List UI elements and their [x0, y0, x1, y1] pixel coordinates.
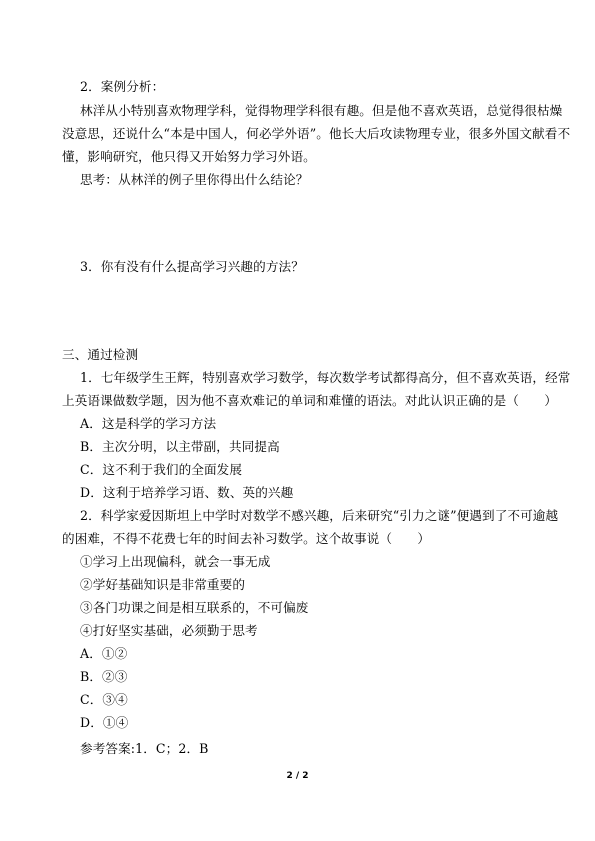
- q2-option-c: C．③④: [80, 692, 128, 707]
- q2-statement-1: ①学习上出现偏科，就会一事无成: [80, 554, 271, 569]
- page-number: 2 / 2: [286, 771, 309, 781]
- q1-option-c: C．这不利于我们的全面发展: [80, 462, 243, 477]
- question-1-line: 1．七年级学生王辉，特别喜欢学习数学，每次数学考试都得高分，但不喜欢英语，经常: [80, 370, 571, 385]
- case-paragraph-line: 林洋从小特别喜欢物理学科，觉得物理学科很有趣。但是他不喜欢英语，总觉得很枯燥: [80, 103, 563, 118]
- question-2-line: 2．科学家爱因斯坦上中学时对数学不感兴趣，后来研究“引力之谜”便遇到了不可逾越: [80, 508, 559, 523]
- q2-statement-4: ④打好坚实基础，必须勤于思考: [80, 623, 258, 638]
- question-1-line: 上英语课做数学题，因为他不喜欢难记的单词和难懂的语法。对此认识正确的是（ ）: [62, 393, 558, 408]
- q2-option-d: D．①④: [80, 715, 129, 730]
- think-question: 思考：从林洋的例子里你得出什么结论？: [80, 172, 309, 187]
- test-section-heading: 三、通过检测: [62, 347, 139, 362]
- case-paragraph-line: 懂，影响研究，他只得又开始努力学习外语。: [62, 149, 316, 164]
- q2-option-a: A．①②: [80, 646, 128, 661]
- q2-statement-2: ②学好基础知识是非常重要的: [80, 577, 246, 592]
- q2-statement-3: ③各门功课之间是相互联系的，不可偏废: [80, 600, 309, 615]
- case-paragraph-line: 没意思，还说什么“本是中国人，何必学外语”。他长大后攻读物理专业，很多外国文献看不: [62, 126, 571, 141]
- answer-key: 参考答案:1．C；2．B: [80, 741, 209, 756]
- q1-option-d: D．这利于培养学习语、数、英的兴趣: [80, 485, 294, 500]
- q1-option-b: B．主次分明，以主带副，共同提高: [80, 439, 280, 454]
- case-analysis-heading: 2．案例分析：: [80, 79, 165, 94]
- q2-option-b: B．②③: [80, 669, 128, 684]
- question-2-line: 的困难，不得不花费七年的时间去补习数学。这个故事说（ ）: [62, 531, 431, 546]
- q1-option-a: A．这是科学的学习方法: [80, 416, 217, 431]
- method-question: 3．你有没有什么提高学习兴趣的方法？: [80, 259, 304, 274]
